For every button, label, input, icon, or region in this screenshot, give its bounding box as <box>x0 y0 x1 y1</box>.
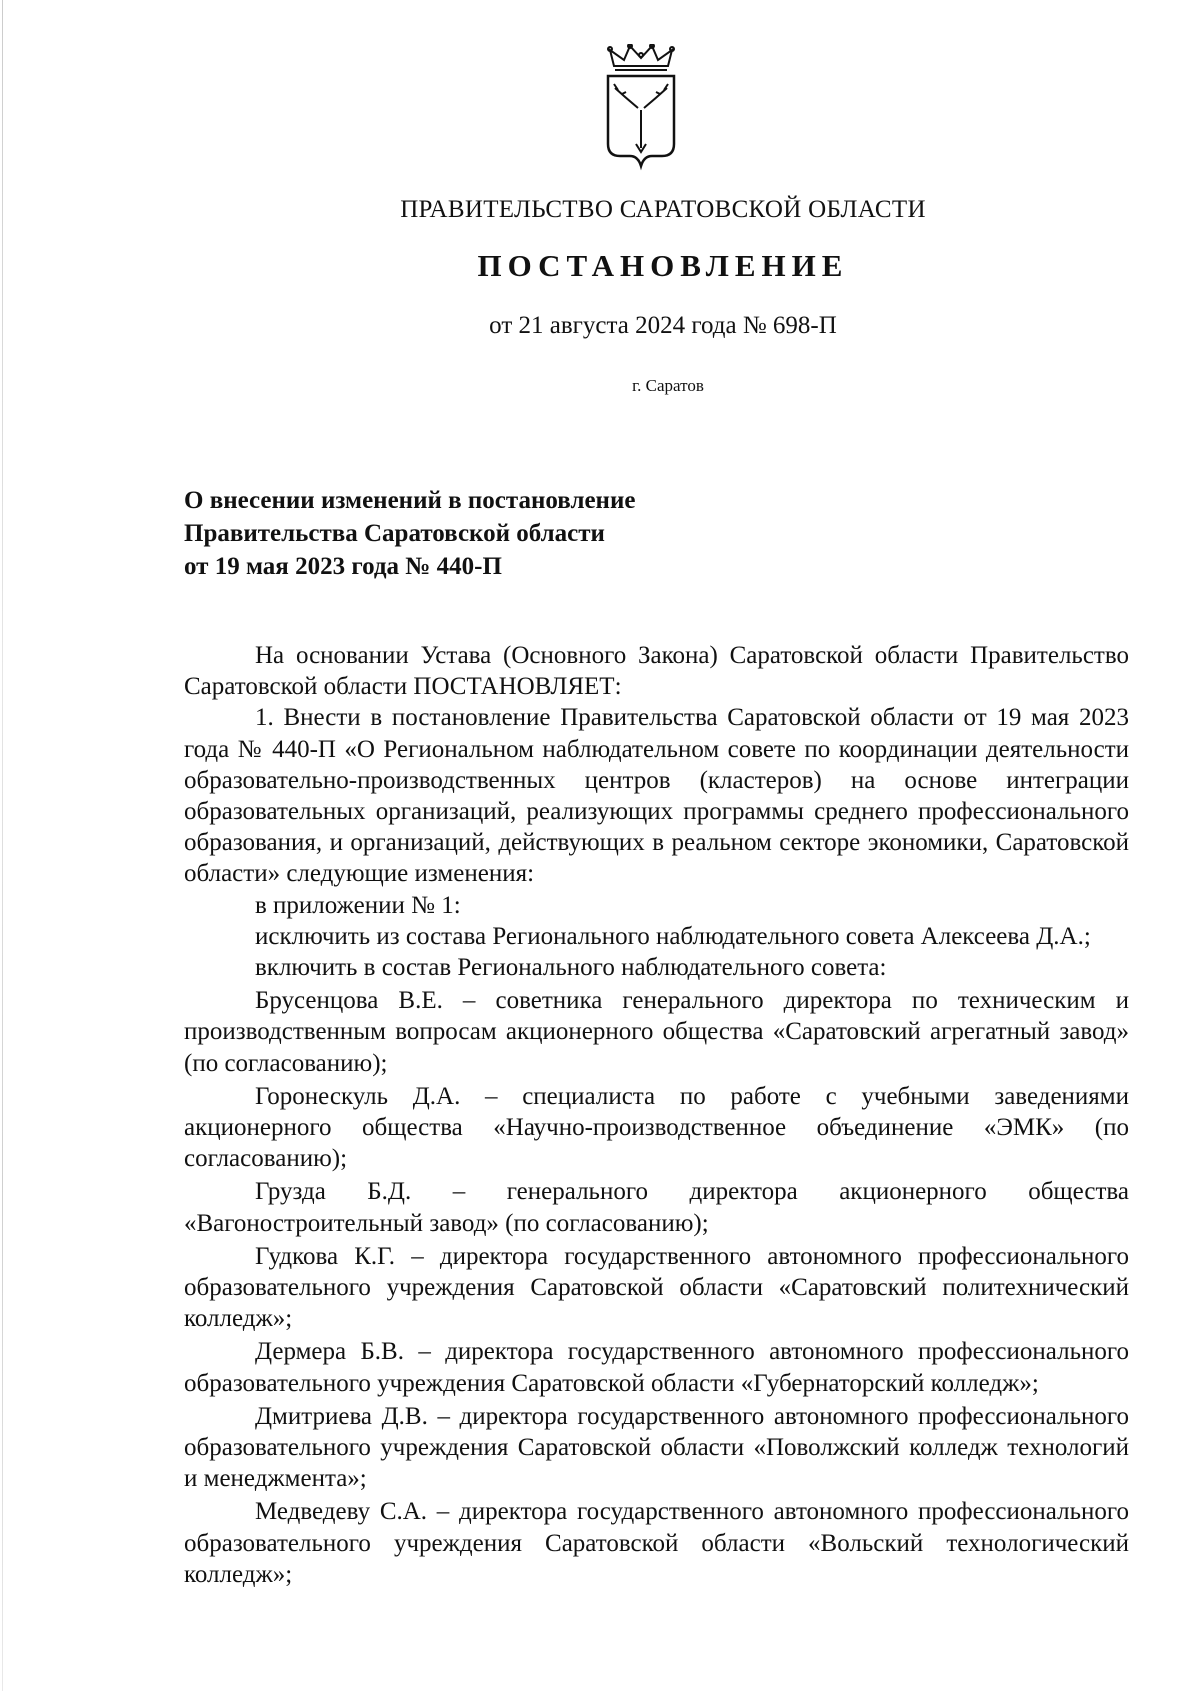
include-paragraph: включить в состав Регионального наблюдательного совета: <box>255 954 887 982</box>
exclude-paragraph: исключить из состава Регионального наблюдательного совета Алексеева Д.А.; <box>255 922 1091 950</box>
point-1-paragraph: 1. Внести в постановление Правительства Саратовской области от 19 мая 2023 года № 440-П «О Региональном наблюдательном совете по координации деятельности образовательно-производственных центров (кластеров) на основе интеграции образовательных организаций, реализующих программы среднего профессионального образования, и организаций, действующих в реальном секторе экономики, Саратовской области» следующие изменения: <box>184 704 1129 888</box>
sterlet-fish-icon <box>614 84 668 152</box>
member-paragraph: Медведеву С.А. – директора государственного автономного профессионального образовательного учреждения Саратовской области «Вольский технологический колледж»; <box>184 1498 1129 1588</box>
coat-of-arms-emblem <box>600 44 682 174</box>
appendix-paragraph: в приложении № 1: <box>255 891 461 919</box>
member-paragraph: Брусенцова В.Е. – советника генерального директора по техническим и производственным вопросам акционерного общества «Саратовский агрегатный завод» (по согласованию); <box>184 987 1129 1077</box>
document-date-number: от 21 августа 2024 года № 698-П <box>489 312 837 339</box>
member-paragraph: Гудкова К.Г. – директора государственного автономного профессионального образовательного учреждения Саратовской области «Саратовский политехнический колледж»; <box>184 1242 1129 1333</box>
subject-line-1: О внесении изменений в постановление <box>184 487 636 514</box>
document-city: г. Саратов <box>632 376 704 395</box>
subject-line-2: Правительства Саратовской области <box>184 520 605 547</box>
member-paragraph: Горонескуль Д.А. – специалиста по работе с учебными заведениями акционерного общества «Научно-производственное объединение «ЭМК» (по согласованию); <box>184 1082 1129 1173</box>
subject-line-3: от 19 мая 2023 года № 440-П <box>184 553 502 580</box>
member-paragraph: Грузда Б.Д. – генерального директора акционерного общества «Вагоностроительный завод» (по согласованию); <box>184 1178 1129 1237</box>
document-body <box>184 640 1129 1590</box>
crown-icon <box>608 44 674 70</box>
document-type-title: ПОСТАНОВЛЕНИЕ <box>477 248 849 283</box>
member-paragraph: Дмитриева Д.В. – директора государственного автономного профессионального образовательного учреждения Саратовской области «Поволжский колледж технологий и менеджмента»; <box>184 1402 1129 1493</box>
preamble-paragraph: На основании Устава (Основного Закона) Саратовской области Правительство Саратовской области ПОСТАНОВЛЯЕТ: <box>184 642 1129 701</box>
document-subject <box>184 484 824 583</box>
government-name: ПРАВИТЕЛЬСТВО САРАТОВСКОЙ ОБЛАСТИ <box>400 196 926 223</box>
member-paragraph: Дермера Б.В. – директора государственного автономного профессионального образовательного учреждения Саратовской области «Губернаторский колледж»; <box>184 1338 1129 1397</box>
